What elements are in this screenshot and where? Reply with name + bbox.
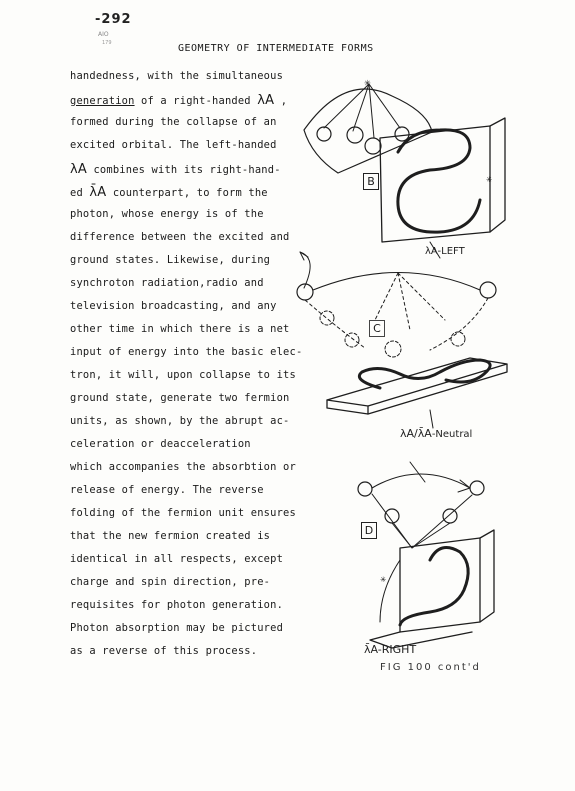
label-pointer — [430, 410, 433, 428]
figure-c — [297, 252, 507, 428]
figure-b-block-front — [380, 126, 493, 242]
figure-d-block-side — [480, 530, 494, 622]
figure-b-ray — [369, 84, 400, 128]
text-line: charge and spin direction, pre- — [70, 576, 271, 588]
dashed-path — [305, 300, 365, 348]
text-line: units, as shown, by the abrupt ac- — [70, 415, 290, 427]
dashed-path — [430, 298, 488, 350]
figure-d-ray — [392, 523, 412, 548]
arrow-line — [380, 560, 400, 622]
lambda-a-bar-symbol: λ̄A — [417, 427, 432, 440]
text-line: ground states. Likewise, during — [70, 254, 271, 266]
figure-b — [304, 76, 505, 258]
figure-b-ray — [324, 84, 369, 128]
text-line: tron, it will, upon collapse to its — [70, 369, 296, 381]
text-line: generation of a right-handed λA , — [70, 93, 288, 108]
page-title: GEOMETRY OF INTERMEDIATE FORMS — [178, 43, 374, 54]
text-line: requisites for photon generation. — [70, 599, 284, 611]
figure-b-block-side — [490, 118, 505, 232]
figure-d-label: D — [361, 522, 377, 539]
text-line: ground state, generate two fermion — [70, 392, 290, 404]
lambda-left-label: λA-LEFT — [425, 246, 465, 257]
svg-text:✳: ✳ — [486, 174, 493, 185]
figure-b-label: B — [363, 173, 379, 190]
dashed-ray — [398, 273, 445, 320]
figure-b-ray — [353, 84, 369, 131]
text-line: formed during the collapse of an — [70, 116, 277, 128]
figure-c-label: C — [369, 320, 385, 337]
text-line: difference between the excited and — [70, 231, 290, 243]
text-span: of a right-handed — [134, 95, 258, 107]
lambda-a-symbol: λA — [257, 93, 275, 108]
text-line: excited orbital. The left-handed — [70, 139, 277, 151]
dashed-orbital — [345, 333, 359, 347]
text-span: combines with its right-hand- — [87, 164, 281, 176]
lambda-a-symbol: λA — [70, 162, 87, 177]
underlined-word: generation — [70, 95, 135, 107]
page-number-note: -292 — [95, 12, 132, 27]
lambda-a-symbol: λA — [400, 427, 415, 440]
text-line: as a reverse of this process. — [70, 645, 258, 657]
figure-d-block-front — [400, 538, 480, 632]
fermion-fold-curve — [400, 548, 468, 626]
neutral-suffix: -Neutral — [431, 429, 473, 440]
lambda-neutral-label: λA/λ̄A-Neutral — [400, 427, 473, 440]
fermion-fold-curve — [359, 360, 490, 388]
orbital-circle — [358, 482, 372, 496]
svg-text:✳: ✳ — [364, 76, 371, 89]
archive-stamp-line-1: AIO — [98, 31, 109, 38]
fermion-fold-curve — [398, 130, 480, 232]
figure-caption: FIG 100 cont'd — [380, 662, 481, 673]
orbital-circle — [347, 127, 363, 143]
arrow-head — [300, 252, 308, 260]
orbital-circle — [470, 481, 484, 495]
orbital-circle — [365, 138, 381, 154]
figure-b-arc — [304, 89, 432, 173]
arrow-line — [300, 252, 310, 288]
label-pointer — [410, 462, 425, 482]
figure-b-ray — [369, 84, 374, 138]
dashed-orbital — [385, 341, 401, 357]
dashed-ray — [398, 273, 410, 330]
text-line: television broadcasting, and any — [70, 300, 277, 312]
dashed-orbital — [451, 332, 465, 346]
text-line: Photon absorption may be pictured — [70, 622, 284, 634]
lambda-a-bar-symbol: λ̄A — [89, 185, 107, 200]
text-span: counterpart, to form the — [106, 187, 268, 199]
text-line: photon, whose energy is of the — [70, 208, 264, 220]
text-line: which accompanies the absorbtion or — [70, 461, 296, 473]
archive-stamp-line-2: 179 — [102, 40, 112, 46]
text-line: input of energy into the basic elec- — [70, 346, 303, 358]
orbital-circle — [480, 282, 496, 298]
svg-text:✳: ✳ — [380, 574, 387, 585]
figure-c-block-front — [327, 400, 368, 414]
orbital-circle — [443, 509, 457, 523]
text-line: handedness, with the simultaneous — [70, 70, 284, 82]
lambda-right-label: λ̄A-RIGHT — [364, 643, 417, 656]
text-line: release of energy. The reverse — [70, 484, 264, 496]
text-line: that the new fermion created is — [70, 530, 271, 542]
text-line: folding of the fermion unit ensures — [70, 507, 296, 519]
arrow-head — [458, 480, 470, 492]
text-line: identical in all respects, except — [70, 553, 284, 565]
text-span: ed — [70, 187, 90, 199]
dashed-orbital — [320, 311, 334, 325]
text-line: synchroton radiation,radio and — [70, 277, 264, 289]
dashed-ray — [375, 273, 398, 320]
orbital-circle — [317, 127, 331, 141]
text-line: other time in which there is a net — [70, 323, 290, 335]
text-line: celeration or deacceleration — [70, 438, 251, 450]
figure-d — [358, 462, 494, 648]
